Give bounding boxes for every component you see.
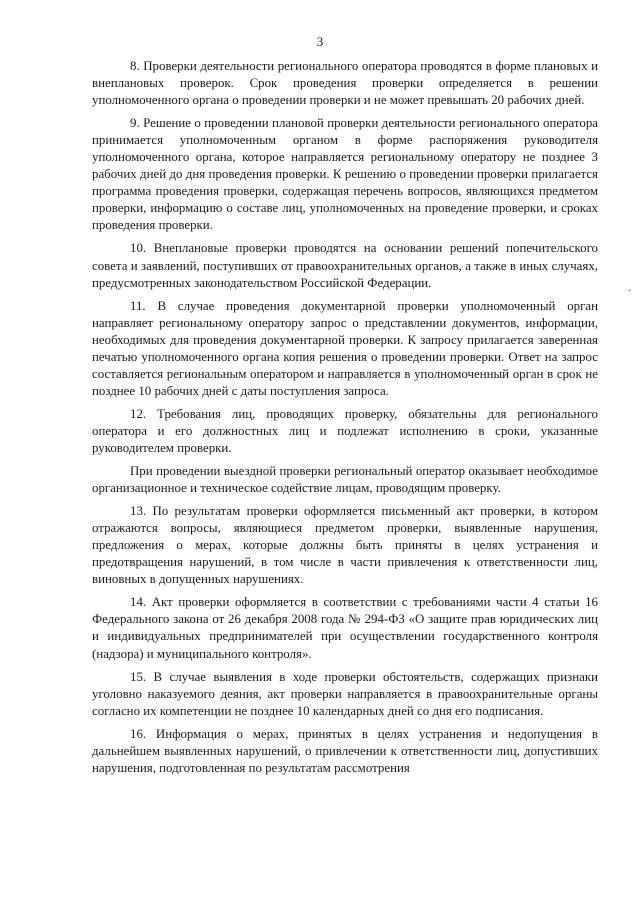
paragraph-13: 13. По результатам проверки оформляется письменный акт проверки, в котором отражаются вопросы, являющиеся предметом проверки, выявленные нарушения, предложения о мерах, которые должны быть приняты в целях устранения и предотвращения нарушений, в том числе в части привлечения к ответственности лиц, виновных в допущенных нарушениях. bbox=[92, 504, 598, 587]
paragraph-8: 8. Проверки деятельности регионального оператора проводятся в форме плановых и внеплановых проверок. Срок проведения проверки определяется в решении уполномоченного органа о проведении проверки и не может превышать 20 рабочих дней. bbox=[92, 59, 598, 108]
page-number: 3 bbox=[316, 34, 324, 49]
paragraph-12: 12. Требования лиц, проводящих проверку, обязательны для регионального оператора и его должностных лиц и подлежат исполнению в сроки, указанные руководителем проверки. bbox=[92, 406, 598, 455]
paragraph-11: 11. В случае проведения документарной проверки уполномоченный орган направляет региональному оператору запрос о представлении документов, информации, необходимых для проведения документарной проверки. К запросу прилагается заверенная печатью уполномоченного органа копия решения о проведении проверки. Ответ на запрос составляется региональным оператором и направляется в уполномоченный орган в срок не позднее 10 рабочих дней с даты поступления запроса. bbox=[92, 298, 598, 398]
paragraph-16: 16. Информация о мерах, принятых в целях устранения и недопущения в дальнейшем выявленных нарушений, о привлечении к ответственности лиц, допустивших нарушения, подготовленная по результатам рассмотрения bbox=[92, 726, 598, 775]
margin-mark: · bbox=[627, 286, 631, 297]
paragraph-12-continued: При проведении выездной проверки региональный оператор оказывает необходимое организационное и техническое содействие лицам, проводящим проверку. bbox=[92, 464, 598, 496]
paragraph-14: 14. Акт проверки оформляется в соответствии с требованиями части 4 статьи 16 Федерального закона от 26 декабря 2008 года № 294-ФЗ «О защите прав юридических лиц и индивидуальных предпринимателей при осуществлении государственного контроля (надзора) и муниципального контроля». bbox=[92, 595, 598, 661]
paragraph-9: 9. Решение о проведении плановой проверки деятельности регионального оператора принимается уполномоченным органом в форме распоряжения руководителя уполномоченного органа, которое направляется региональному оператору не позднее 3 рабочих дней до дня проведения проверки. К решению о проведении проверки прилагается программа проведения проверки, содержащая перечень вопросов, являющихся предметом проверки, информацию о составе лиц, уполномоченных на проведение проверки, и сроках проведения проверки. bbox=[92, 116, 598, 233]
paragraph-15: 15. В случае выявления в ходе проверки обстоятельств, содержащих признаки уголовно наказуемого деяния, акт проверки направляется в правоохранительные органы согласно их компетенции не позднее 10 календарных дней со дня его подписания. bbox=[92, 669, 598, 718]
paragraph-10: 10. Внеплановые проверки проводятся на основании решений попечительского совета и заявлений, поступивших от правоохранительных органов, а также в иных случаях, предусмотренных законодательством Российской Федерации. bbox=[92, 241, 598, 290]
